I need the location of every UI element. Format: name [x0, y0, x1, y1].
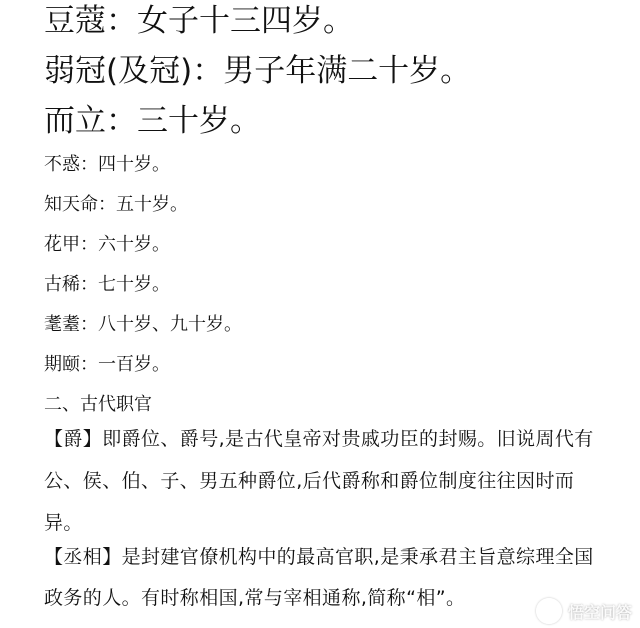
- doc-line-8: 耄耋：八十岁、九十岁。: [44, 314, 242, 335]
- doc-line-6: 花甲：六十岁。: [44, 234, 170, 255]
- doc-line-2: 弱冠(及冠)：男子年满二十岁。: [44, 53, 472, 89]
- doc-line-5: 知天命：五十岁。: [44, 194, 188, 215]
- watermark: [536, 598, 632, 624]
- doc-line-7: 古稀：七十岁。: [44, 274, 170, 295]
- doc-line-3: 而立：三十岁。: [44, 103, 261, 139]
- doc-line-14: 【丞相】是封建官僚机构中的最高官职,是秉承君主旨意综理全国: [44, 546, 594, 568]
- doc-line-12: 公、侯、伯、子、男五种爵位,后代爵称和爵位制度往往因时而: [44, 470, 575, 492]
- doc-line-4: 不惑：四十岁。: [44, 154, 170, 175]
- doc-line-11: 【爵】即爵位、爵号,是古代皇帝对贵戚功臣的封赐。旧说周代有: [44, 428, 594, 450]
- doc-line-15: 政务的人。有时称相国,常与宰相通称,简称“相”。: [44, 587, 466, 609]
- wukong-logo-icon: [536, 598, 562, 624]
- doc-line-1: 豆蔻：女子十三四岁。: [44, 3, 354, 39]
- doc-line-13: 异。: [44, 512, 83, 534]
- doc-line-9: 期颐：一百岁。: [44, 354, 170, 375]
- doc-line-10: 二、古代职官: [44, 394, 152, 415]
- watermark-text: 悟空问答: [567, 602, 632, 622]
